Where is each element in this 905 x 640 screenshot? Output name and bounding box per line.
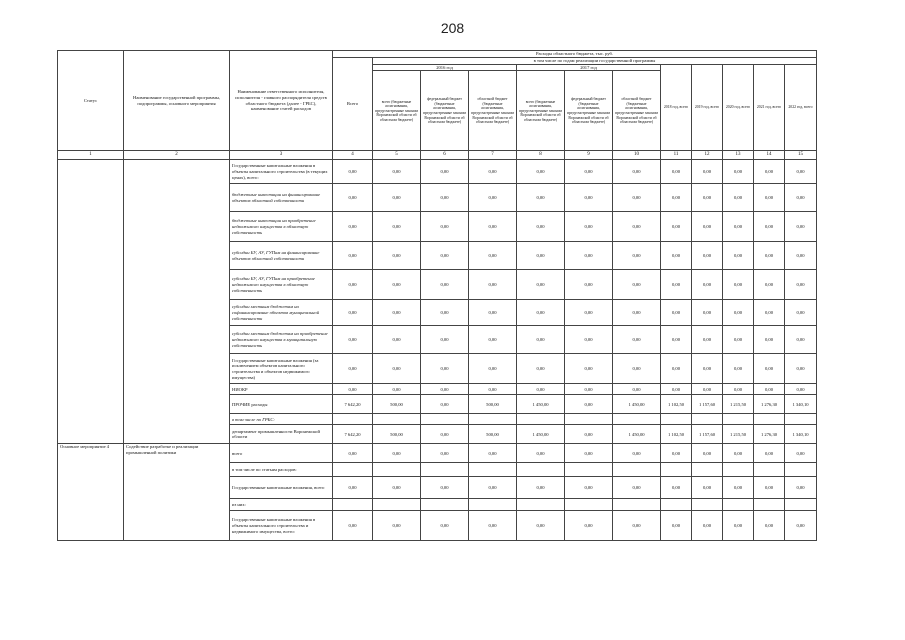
value-cell bbox=[333, 499, 373, 511]
expense-item-label: в том числе по ГРБС: bbox=[230, 414, 333, 425]
value-cell bbox=[469, 499, 517, 511]
value-cell: 0,00 bbox=[661, 300, 692, 326]
sub-header-2017-total: всего (бюджетные ассигнования, предусмотренные законом Воронежской области об областном бюджете) bbox=[517, 71, 565, 151]
year-2020-header: 2020 год, всего bbox=[723, 64, 754, 151]
value-cell: 0,00 bbox=[754, 354, 785, 384]
value-cell: 0,00 bbox=[421, 354, 469, 384]
value-cell: 0,00 bbox=[661, 326, 692, 354]
value-cell bbox=[565, 414, 613, 425]
column-number: 5 bbox=[373, 151, 421, 160]
column-number: 1 bbox=[58, 151, 124, 160]
value-cell: 0,00 bbox=[517, 212, 565, 242]
value-cell: 0,00 bbox=[517, 511, 565, 541]
value-cell: 0,00 bbox=[723, 270, 754, 300]
value-cell: 0,00 bbox=[565, 425, 613, 444]
sub-header-2016-federal: федеральный бюджет (бюджетные ассигнования, предусмотренные законом Воронежской области об областном бюджете) bbox=[421, 71, 469, 151]
value-cell bbox=[723, 499, 754, 511]
value-cell: 0,00 bbox=[692, 444, 723, 463]
column-number: 12 bbox=[692, 151, 723, 160]
value-cell: 0,00 bbox=[661, 354, 692, 384]
value-cell bbox=[613, 414, 661, 425]
value-cell: 500,00 bbox=[373, 425, 421, 444]
value-cell: 0,00 bbox=[517, 354, 565, 384]
value-cell: 0,00 bbox=[661, 184, 692, 212]
value-cell: 1 450,00 bbox=[613, 425, 661, 444]
value-cell: 0,00 bbox=[517, 270, 565, 300]
value-cell bbox=[421, 463, 469, 477]
column-number: 11 bbox=[661, 151, 692, 160]
total-header: Всего bbox=[333, 58, 373, 151]
value-cell: 0,00 bbox=[373, 477, 421, 499]
column-number: 6 bbox=[421, 151, 469, 160]
sub-header-2017-regional: областной бюджет (бюджетные ассигнования, предусмотренные законом Воронежской области об областном бюджете) bbox=[613, 71, 661, 151]
column-number: 15 bbox=[785, 151, 817, 160]
value-cell bbox=[785, 414, 817, 425]
value-cell: 0,00 bbox=[692, 384, 723, 395]
value-cell: 0,00 bbox=[373, 511, 421, 541]
value-cell: 0,00 bbox=[373, 212, 421, 242]
year-2019-header: 2019 год, всего bbox=[692, 64, 723, 151]
expense-item-label: из них: bbox=[230, 499, 333, 511]
value-cell: 0,00 bbox=[785, 242, 817, 270]
value-cell: 0,00 bbox=[565, 270, 613, 300]
value-cell: 0,00 bbox=[785, 212, 817, 242]
value-cell: 0,00 bbox=[421, 395, 469, 414]
column-number: 8 bbox=[517, 151, 565, 160]
value-cell: 0,00 bbox=[333, 160, 373, 184]
value-cell bbox=[469, 414, 517, 425]
value-cell: 0,00 bbox=[754, 384, 785, 395]
value-cell: 0,00 bbox=[692, 326, 723, 354]
status-cell-blank bbox=[58, 160, 124, 444]
expense-item-label: субсидии местным бюджетам на приобретение недвижимого имущества в муниципальную собственность bbox=[230, 326, 333, 354]
value-cell: 0,00 bbox=[517, 326, 565, 354]
value-cell: 0,00 bbox=[373, 242, 421, 270]
sub-header-2016-total: всего (бюджетные ассигнования, предусмотренные законом Воронежской области об областном бюджете) bbox=[373, 71, 421, 151]
value-cell: 0,00 bbox=[613, 270, 661, 300]
value-cell: 0,00 bbox=[613, 160, 661, 184]
value-cell: 0,00 bbox=[785, 300, 817, 326]
expense-item-label: Государственные капитальные вложения в объекты капитального строительства (в текущих ценах), всего: bbox=[230, 160, 333, 184]
page-number: 208 bbox=[440, 20, 465, 36]
expense-item-label: департамент промышленности Воронежской области bbox=[230, 425, 333, 444]
value-cell: 0,00 bbox=[692, 184, 723, 212]
value-cell bbox=[565, 463, 613, 477]
value-cell: 0,00 bbox=[613, 354, 661, 384]
value-cell: 0,00 bbox=[373, 300, 421, 326]
table-row bbox=[58, 160, 817, 184]
value-cell: 0,00 bbox=[692, 242, 723, 270]
expense-item-label: бюджетные инвестиции на приобретение недвижимого имущества в областную собственность bbox=[230, 212, 333, 242]
value-cell: 0,00 bbox=[469, 354, 517, 384]
value-cell: 0,00 bbox=[692, 160, 723, 184]
value-cell: 0,00 bbox=[421, 184, 469, 212]
value-cell: 0,00 bbox=[565, 384, 613, 395]
value-cell: 0,00 bbox=[723, 184, 754, 212]
value-cell: 0,00 bbox=[333, 477, 373, 499]
expense-item-label: Государственные капитальные вложения в объекты капитального строительства и недвижимого имущества, всего: bbox=[230, 511, 333, 541]
year-2022-header: 2022 год, всего bbox=[785, 64, 817, 151]
value-cell: 0,00 bbox=[723, 384, 754, 395]
value-cell: 500,00 bbox=[469, 425, 517, 444]
value-cell: 0,00 bbox=[333, 184, 373, 212]
value-cell: 0,00 bbox=[613, 384, 661, 395]
value-cell bbox=[723, 463, 754, 477]
expenses-title: Расходы областного бюджета, тыс. руб. bbox=[333, 51, 817, 58]
value-cell bbox=[517, 414, 565, 425]
value-cell: 0,00 bbox=[333, 212, 373, 242]
value-cell: 1 450,00 bbox=[613, 395, 661, 414]
value-cell bbox=[517, 499, 565, 511]
status-header: Статус bbox=[58, 51, 124, 151]
value-cell bbox=[373, 414, 421, 425]
expense-item-label: бюджетные инвестиции на финансирование объектов областной собственности bbox=[230, 184, 333, 212]
value-cell: 0,00 bbox=[613, 184, 661, 212]
value-cell bbox=[469, 463, 517, 477]
program-cell-blank bbox=[124, 160, 230, 444]
value-cell: 0,00 bbox=[565, 395, 613, 414]
value-cell bbox=[613, 499, 661, 511]
column-number: 3 bbox=[230, 151, 333, 160]
value-cell: 0,00 bbox=[469, 384, 517, 395]
value-cell: 0,00 bbox=[613, 326, 661, 354]
value-cell: 0,00 bbox=[661, 444, 692, 463]
value-cell bbox=[517, 463, 565, 477]
value-cell: 0,00 bbox=[333, 384, 373, 395]
table-body bbox=[58, 151, 817, 541]
value-cell: 1 340,10 bbox=[785, 425, 817, 444]
value-cell: 0,00 bbox=[785, 477, 817, 499]
value-cell: 0,00 bbox=[517, 160, 565, 184]
value-cell bbox=[785, 463, 817, 477]
value-cell: 0,00 bbox=[692, 477, 723, 499]
value-cell bbox=[692, 414, 723, 425]
expense-item-label: всего bbox=[230, 444, 333, 463]
expense-item-label: субсидии местным бюджетам на софинансирование объектов муниципальной собственности bbox=[230, 300, 333, 326]
value-cell bbox=[333, 414, 373, 425]
value-cell: 500,00 bbox=[373, 395, 421, 414]
value-cell: 0,00 bbox=[373, 354, 421, 384]
value-cell bbox=[661, 499, 692, 511]
value-cell: 0,00 bbox=[565, 242, 613, 270]
value-cell: 0,00 bbox=[754, 160, 785, 184]
value-cell: 0,00 bbox=[723, 242, 754, 270]
value-cell: 1 102,50 bbox=[661, 395, 692, 414]
value-cell: 0,00 bbox=[373, 160, 421, 184]
year-2021-header: 2021 год, всего bbox=[754, 64, 785, 151]
budget-table bbox=[57, 50, 817, 541]
value-cell: 0,00 bbox=[661, 270, 692, 300]
expense-item-label: Государственные капитальные вложения (за исключением объектов капитального строительства и объектов недвижимого имущества) bbox=[230, 354, 333, 384]
column-number: 7 bbox=[469, 151, 517, 160]
value-cell: 0,00 bbox=[517, 444, 565, 463]
value-cell: 0,00 bbox=[723, 212, 754, 242]
value-cell: 0,00 bbox=[754, 477, 785, 499]
value-cell: 0,00 bbox=[469, 444, 517, 463]
value-cell: 0,00 bbox=[613, 300, 661, 326]
value-cell: 0,00 bbox=[421, 270, 469, 300]
column-number: 13 bbox=[723, 151, 754, 160]
value-cell: 0,00 bbox=[421, 477, 469, 499]
column-number: 4 bbox=[333, 151, 373, 160]
value-cell: 0,00 bbox=[754, 212, 785, 242]
expense-item-label: субсидии БУ, АУ, ГУПам на финансирование объектов областной собственности bbox=[230, 242, 333, 270]
value-cell: 1 450,00 bbox=[517, 425, 565, 444]
value-cell: 0,00 bbox=[517, 477, 565, 499]
value-cell: 0,00 bbox=[333, 242, 373, 270]
value-cell bbox=[565, 499, 613, 511]
value-cell bbox=[692, 499, 723, 511]
expense-item-label: субсидии БУ, АУ, ГУПам на приобретение недвижимого имущества в областную собственность bbox=[230, 270, 333, 300]
value-cell: 0,00 bbox=[517, 384, 565, 395]
value-cell: 0,00 bbox=[785, 384, 817, 395]
value-cell: 0,00 bbox=[785, 511, 817, 541]
expense-item-label: Государственные капитальные вложения, всего bbox=[230, 477, 333, 499]
value-cell: 0,00 bbox=[517, 300, 565, 326]
value-cell: 0,00 bbox=[661, 511, 692, 541]
value-cell: 0,00 bbox=[421, 160, 469, 184]
value-cell: 0,00 bbox=[373, 270, 421, 300]
value-cell bbox=[373, 499, 421, 511]
value-cell: 0,00 bbox=[565, 354, 613, 384]
value-cell bbox=[421, 414, 469, 425]
rasp-header: Наименование ответственного исполнителя, исполнителя - главного распорядителя средств областного бюджета (далее - ГРБС), наименование статей расходов bbox=[230, 51, 333, 151]
value-cell: 0,00 bbox=[613, 444, 661, 463]
value-cell: 0,00 bbox=[469, 160, 517, 184]
value-cell: 7 642,20 bbox=[333, 395, 373, 414]
column-numbers-row bbox=[58, 151, 817, 160]
value-cell: 0,00 bbox=[421, 300, 469, 326]
value-cell: 0,00 bbox=[373, 326, 421, 354]
value-cell: 1 102,50 bbox=[661, 425, 692, 444]
value-cell: 0,00 bbox=[723, 511, 754, 541]
value-cell: 0,00 bbox=[661, 384, 692, 395]
value-cell: 0,00 bbox=[421, 326, 469, 354]
value-cell: 0,00 bbox=[723, 444, 754, 463]
value-cell: 0,00 bbox=[469, 326, 517, 354]
value-cell: 1 215,50 bbox=[723, 425, 754, 444]
value-cell: 0,00 bbox=[754, 184, 785, 212]
value-cell: 0,00 bbox=[565, 326, 613, 354]
value-cell bbox=[754, 463, 785, 477]
column-number: 2 bbox=[124, 151, 230, 160]
value-cell: 0,00 bbox=[421, 425, 469, 444]
value-cell: 1 215,50 bbox=[723, 395, 754, 414]
value-cell: 0,00 bbox=[421, 511, 469, 541]
value-cell bbox=[333, 463, 373, 477]
expense-item-label: в том числе по статьям расходов: bbox=[230, 463, 333, 477]
value-cell: 1 157,60 bbox=[692, 425, 723, 444]
year-2016-header: 2016 год bbox=[373, 64, 517, 71]
value-cell: 0,00 bbox=[333, 354, 373, 384]
value-cell bbox=[723, 414, 754, 425]
value-cell: 0,00 bbox=[469, 184, 517, 212]
program-header: Наименование государственной программы, подпрограммы, основного мероприятия bbox=[124, 51, 230, 151]
value-cell: 0,00 bbox=[661, 242, 692, 270]
value-cell: 0,00 bbox=[373, 184, 421, 212]
value-cell: 0,00 bbox=[565, 160, 613, 184]
event-status: Основное мероприятие 4 bbox=[58, 444, 124, 541]
column-number: 9 bbox=[565, 151, 613, 160]
value-cell: 0,00 bbox=[373, 384, 421, 395]
sub-header-2017-federal: федеральный бюджет (бюджетные ассигнования, предусмотренные законом Воронежской области об областном бюджете) bbox=[565, 71, 613, 151]
value-cell: 7 642,20 bbox=[333, 425, 373, 444]
value-cell: 0,00 bbox=[517, 184, 565, 212]
value-cell: 0,00 bbox=[785, 444, 817, 463]
value-cell bbox=[373, 463, 421, 477]
value-cell: 0,00 bbox=[565, 444, 613, 463]
value-cell: 0,00 bbox=[754, 326, 785, 354]
value-cell: 0,00 bbox=[723, 477, 754, 499]
value-cell: 0,00 bbox=[661, 212, 692, 242]
value-cell: 0,00 bbox=[373, 444, 421, 463]
year-2017-header: 2017 год bbox=[517, 64, 661, 71]
value-cell: 0,00 bbox=[785, 326, 817, 354]
column-number: 14 bbox=[754, 151, 785, 160]
value-cell: 0,00 bbox=[421, 242, 469, 270]
value-cell: 0,00 bbox=[565, 511, 613, 541]
value-cell: 0,00 bbox=[613, 212, 661, 242]
year-2018-header: 2018 год, всего bbox=[661, 64, 692, 151]
value-cell: 0,00 bbox=[692, 270, 723, 300]
value-cell: 0,00 bbox=[661, 160, 692, 184]
value-cell: 0,00 bbox=[785, 184, 817, 212]
value-cell: 0,00 bbox=[333, 444, 373, 463]
column-number: 10 bbox=[613, 151, 661, 160]
value-cell: 0,00 bbox=[517, 242, 565, 270]
value-cell: 0,00 bbox=[469, 242, 517, 270]
value-cell: 0,00 bbox=[692, 300, 723, 326]
value-cell: 0,00 bbox=[754, 444, 785, 463]
value-cell: 0,00 bbox=[469, 212, 517, 242]
value-cell bbox=[692, 463, 723, 477]
value-cell: 0,00 bbox=[754, 242, 785, 270]
value-cell: 0,00 bbox=[723, 354, 754, 384]
value-cell: 0,00 bbox=[692, 212, 723, 242]
sub-header-2016-regional: областной бюджет (бюджетные ассигнования, предусмотренные законом Воронежской области об областном бюджете) bbox=[469, 71, 517, 151]
expense-item-label: ПРОЧИЕ расходы bbox=[230, 395, 333, 414]
value-cell: 500,00 bbox=[469, 395, 517, 414]
value-cell bbox=[613, 463, 661, 477]
value-cell: 0,00 bbox=[723, 300, 754, 326]
table-row bbox=[58, 444, 817, 463]
value-cell: 0,00 bbox=[469, 477, 517, 499]
value-cell: 0,00 bbox=[565, 184, 613, 212]
value-cell bbox=[754, 499, 785, 511]
value-cell: 0,00 bbox=[469, 511, 517, 541]
value-cell: 0,00 bbox=[785, 270, 817, 300]
value-cell: 0,00 bbox=[754, 270, 785, 300]
value-cell: 0,00 bbox=[469, 300, 517, 326]
value-cell: 0,00 bbox=[565, 300, 613, 326]
value-cell: 0,00 bbox=[723, 326, 754, 354]
value-cell: 0,00 bbox=[723, 160, 754, 184]
value-cell bbox=[661, 414, 692, 425]
value-cell: 0,00 bbox=[754, 511, 785, 541]
value-cell: 0,00 bbox=[333, 270, 373, 300]
value-cell: 0,00 bbox=[661, 477, 692, 499]
value-cell: 1 340,10 bbox=[785, 395, 817, 414]
value-cell: 0,00 bbox=[613, 511, 661, 541]
value-cell: 0,00 bbox=[613, 477, 661, 499]
value-cell: 0,00 bbox=[421, 444, 469, 463]
value-cell: 1 157,60 bbox=[692, 395, 723, 414]
value-cell: 0,00 bbox=[692, 511, 723, 541]
value-cell: 0,00 bbox=[421, 384, 469, 395]
value-cell: 1 450,00 bbox=[517, 395, 565, 414]
value-cell bbox=[661, 463, 692, 477]
value-cell: 0,00 bbox=[613, 242, 661, 270]
value-cell: 0,00 bbox=[333, 300, 373, 326]
value-cell: 0,00 bbox=[754, 300, 785, 326]
value-cell: 1 276,30 bbox=[754, 425, 785, 444]
value-cell bbox=[785, 499, 817, 511]
value-cell: 0,00 bbox=[565, 477, 613, 499]
value-cell: 0,00 bbox=[421, 212, 469, 242]
value-cell bbox=[754, 414, 785, 425]
value-cell: 0,00 bbox=[333, 326, 373, 354]
value-cell: 0,00 bbox=[565, 212, 613, 242]
expense-item-label: НИОКР bbox=[230, 384, 333, 395]
value-cell: 0,00 bbox=[785, 160, 817, 184]
event-name: Содействие разработке и реализации промышленной политики bbox=[124, 444, 230, 541]
value-cell: 1 276,30 bbox=[754, 395, 785, 414]
value-cell: 0,00 bbox=[469, 270, 517, 300]
value-cell bbox=[421, 499, 469, 511]
value-cell: 0,00 bbox=[692, 354, 723, 384]
value-cell: 0,00 bbox=[333, 511, 373, 541]
value-cell: 0,00 bbox=[785, 354, 817, 384]
program-years-title: в том числе по годам реализации государственной программы bbox=[373, 58, 817, 65]
